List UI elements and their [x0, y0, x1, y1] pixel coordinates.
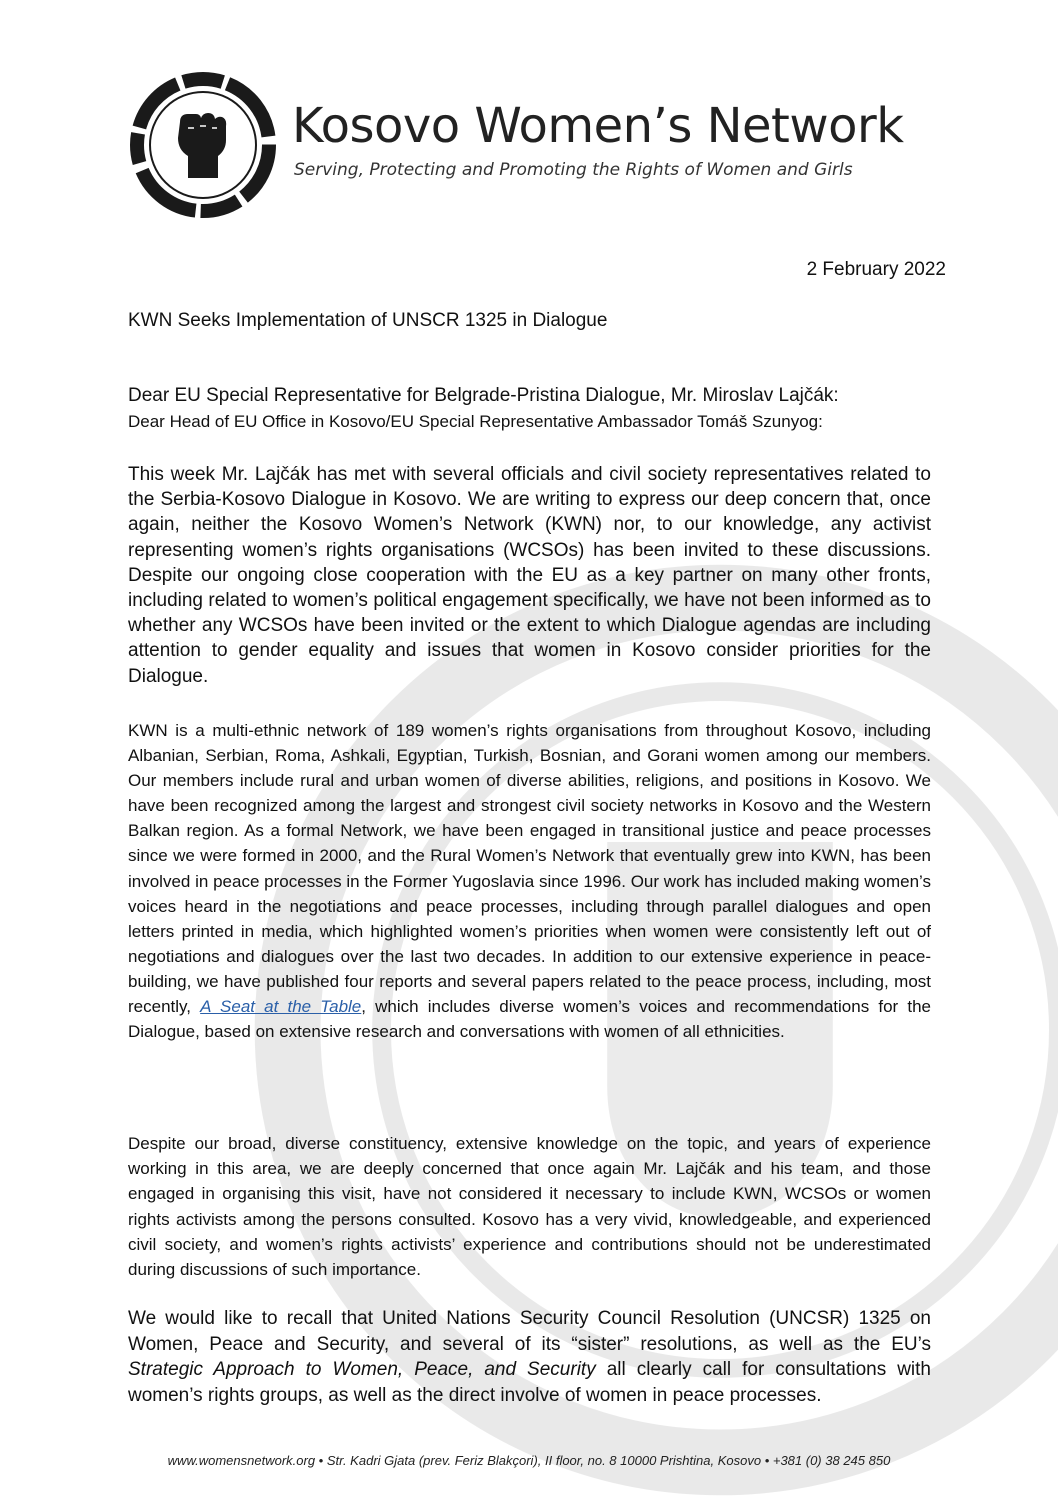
paragraph-4-text-end: all clearly call for consultations with women’s rights groups, as well as the direct involve of women in peace processes. — [128, 1359, 931, 1406]
salutation-line-1: Dear EU Special Representative for Belgrade-Pristina Dialogue, Mr. Miroslav Lajčák: — [128, 385, 839, 406]
paragraph-2-text-start: KWN is a multi-ethnic network of 189 women’s rights organisations from throughout Kosovo, including Albanian, Serbian, Roma, Ashkali, Egyptian, Turkish, Bosnian, and Gorani women among our members. Our members include rural and urban women of diverse abilities, religions, and positions in Kosovo. We have been recognized among the largest and strongest civil society networks in Kosovo and the Western Balkan region. As a formal Network, we have been engaged in transitional justice and peace processes since we were formed in 2000, and the Rural Women’s Network that eventually grew into KWN, has been involved in peace processes in the Former Yugoslavia since 1996. Our work has included making women’s voices heard in the negotiations and peace processes, including through parallel dialogues and open letters printed in media, which highlighted women’s priorities when women were consistently left out of negotiations and dialogues over the last two decades. In addition to our extensive experience in peace-building, we have published four reports and several papers related to the peace process, including, most recently, — [128, 721, 931, 1017]
salutation-line-2: Dear Head of EU Office in Kosovo/EU Special Representative Ambassador Tomáš Szunyog: — [128, 412, 823, 431]
a-seat-at-the-table-link[interactable]: A Seat at the Table — [200, 997, 362, 1017]
raised-fist-seal-icon — [128, 70, 278, 220]
letter-subject: KWN Seeks Implementation of UNSCR 1325 in Dialogue — [128, 310, 608, 331]
strategic-approach-title: Strategic Approach to Women, Peace, and Security — [128, 1359, 596, 1380]
body-paragraph-2 — [128, 718, 931, 1044]
paragraph-4-text-start: We would like to recall that United Nations Security Council Resolution (UNCSR) 1325 on Women, Peace and Security, and several of its “sister” resolutions, as well as the EU’s — [128, 1308, 931, 1355]
letter-date: 2 February 2022 — [806, 259, 946, 280]
footer-contact: www.womensnetwork.org • Str. Kadri Gjata (prev. Feriz Blakçori), II floor, no. 8 10000 Prishtina, Kosovo • +381 (0) 38 245 850 — [167, 1453, 891, 1468]
body-paragraph-4 — [128, 1306, 931, 1408]
body-paragraph-1: This week Mr. Lajčák has met with several officials and civil society representatives related to the Serbia-Kosovo Dialogue in Kosovo. We are writing to express our deep concern that, once again, neither the Kosovo Women’s Network (KWN) nor, to our knowledge, any activist representing women’s rights organisations (WCSOs) has been invited to these discussions. Despite our ongoing close cooperation with the EU as a key partner on many other fronts, including related to women’s political engagement specifically, we have not been informed as to whether any WCSOs have been invited or the extent to which Dialogue agendas are including attention to gender equality and issues that women in Kosovo consider priorities for the Dialogue. — [128, 464, 931, 687]
organization-tagline: Serving, Protecting and Promoting the Rights of Women and Girls — [294, 160, 853, 180]
paragraph-2-text-end: , which includes diverse women’s voices and recommendations for the Dialogue, based on extensive research and conversations with women of all ethnicities. — [128, 997, 931, 1042]
organization-name: Kosovo Women’s Network — [292, 98, 904, 154]
body-paragraph-3: Despite our broad, diverse constituency, extensive knowledge on the topic, and years of experience working in this area, we are deeply concerned that once again Mr. Lajčák and his team, and those engaged in organising this visit, have not considered it necessary to include KWN, WCSOs or women rights activists among the persons consulted. Kosovo has a very vivid, knowledgeable, and experienced civil society, and women’s rights activists’ experience and contributions should not be underestimated during discussions of such importance. — [128, 1134, 931, 1280]
